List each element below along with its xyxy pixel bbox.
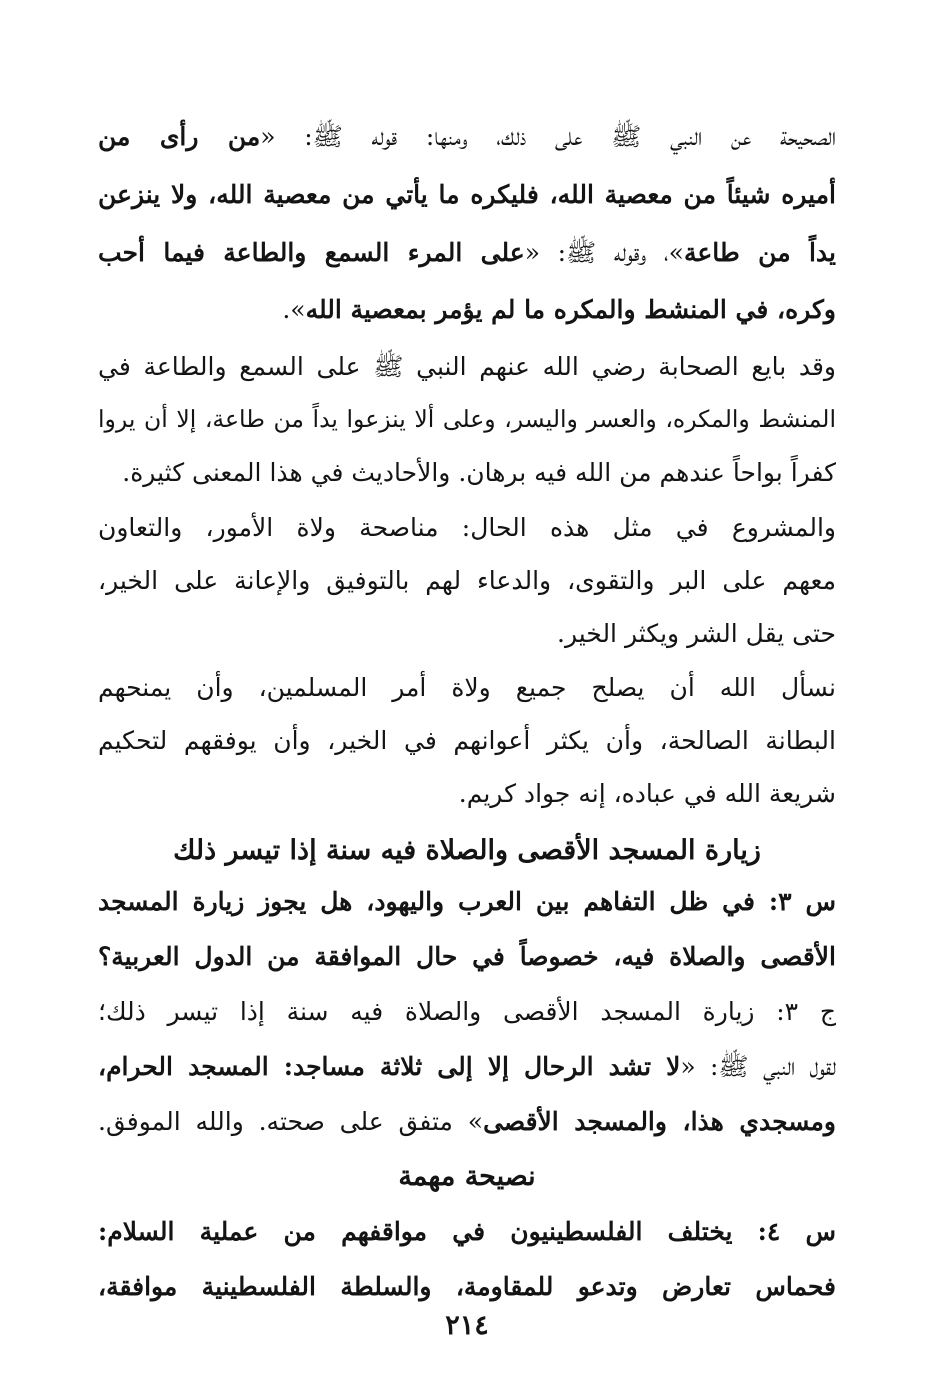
section-heading [98,1149,836,1205]
text-segment: معهم على البر والتقوى، والدعاء لهم بالتوفيق والإعانة على الخير، [98,566,836,595]
text-segment: الصحيحة عن النبي ﷺ على ذلك، ومنها: قوله ﷺ: « [260,122,836,151]
question-line [98,874,836,930]
text-segment-bold: يداً من طاعة [683,238,836,267]
answer-line [98,1039,836,1095]
text-line [98,109,836,165]
text-segment: ج ٣: زيارة المسجد الأقصى والصلاة فيه سنة إذا تيسر ذلك؛ [98,997,836,1026]
section-heading-text: نصيحة مهمة [398,1161,536,1192]
text-line [98,225,836,281]
text-segment-bold: فحماس تعارض وتدعو للمقاومة، والسلطة الفلسطينية موافقة، [98,1272,836,1301]
text-segment: » متفق على صحته. والله الموفق. [98,1107,484,1136]
text-line [98,391,836,447]
text-line [98,339,836,395]
text-segment-bold: س ٣: في ظل التفاهم بين العرب واليهود، هل يجوز زيارة المسجد [98,887,836,916]
text-segment: نسأل الله أن يصلح جميع ولاة أمر المسلمين، وأن يمنحهم [98,673,836,702]
text-segment-bold: ومسجدي هذا، والمسجد الأقصى [483,1107,836,1136]
page-number: ٢١٤ [445,1310,489,1341]
text-segment-bold: س ٤: يختلف الفلسطينيون في مواقفهم من عملية السلام: [98,1217,836,1246]
text-segment: والمشروع في مثل هذه الحال: مناصحة ولاة الأمور، والتعاون [98,513,836,542]
text-segment: وقد بايع الصحابة رضي الله عنهم النبي ﷺ على السمع والطاعة في [98,352,836,381]
text-segment-bold: أميره شيئاً من معصية الله، فليكره ما يأتي من معصية الله، ولا ينزعن [98,180,836,209]
section-heading [98,823,836,879]
text-line [98,553,836,609]
text-line [98,167,836,223]
text-line [98,606,836,662]
text-line [98,500,836,556]
text-line [98,445,836,501]
text-segment: شريعة الله في عباده، إنه جواد كريم. [458,779,836,808]
text-segment-bold: من رأى من [98,122,261,151]
text-segment: كفراً بواحاً عندهم من الله فيه برهان. والأحاديث في هذا المعنى كثيرة. [122,458,836,487]
text-segment: المنشط والمكره، والعسر واليسر، وعلى ألا ينزعوا يداً من طاعة، إلا أن يروا [98,404,836,433]
text-segment-bold: لا تشد الرحال إلا إلى ثلاثة مساجد: المسجد الحرام، [98,1052,681,1081]
text-line [98,713,836,769]
text-segment-bold: الأقصى والصلاة فيه، خصوصاً في حال الموافقة من الدول العربية؟ [98,942,836,971]
answer-line [98,984,836,1040]
text-segment: البطانة الصالحة، وأن يكثر أعوانهم في الخير، وأن يوفقهم لتحكيم [98,726,836,755]
text-segment-bold: وكره، في المنشط والمكره ما لم يؤمر بمعصية الله [305,295,836,324]
question-line [98,929,836,985]
text-segment: حتى يقل الشر ويكثر الخير. [557,619,836,648]
text-line [98,766,836,822]
section-heading-text: زيارة المسجد الأقصى والصلاة فيه سنة إذا تيسر ذلك [173,835,761,866]
text-segment: لقول النبي ﷺ: « [680,1052,836,1081]
text-line [98,282,836,338]
text-segment: ». [282,295,306,324]
text-line [98,660,836,716]
answer-line [98,1094,836,1150]
text-segment-bold: على المرء السمع والطاعة فيما أحب [98,238,525,267]
question-line [98,1204,836,1260]
text-segment: »، وقوله ﷺ: « [524,238,684,267]
